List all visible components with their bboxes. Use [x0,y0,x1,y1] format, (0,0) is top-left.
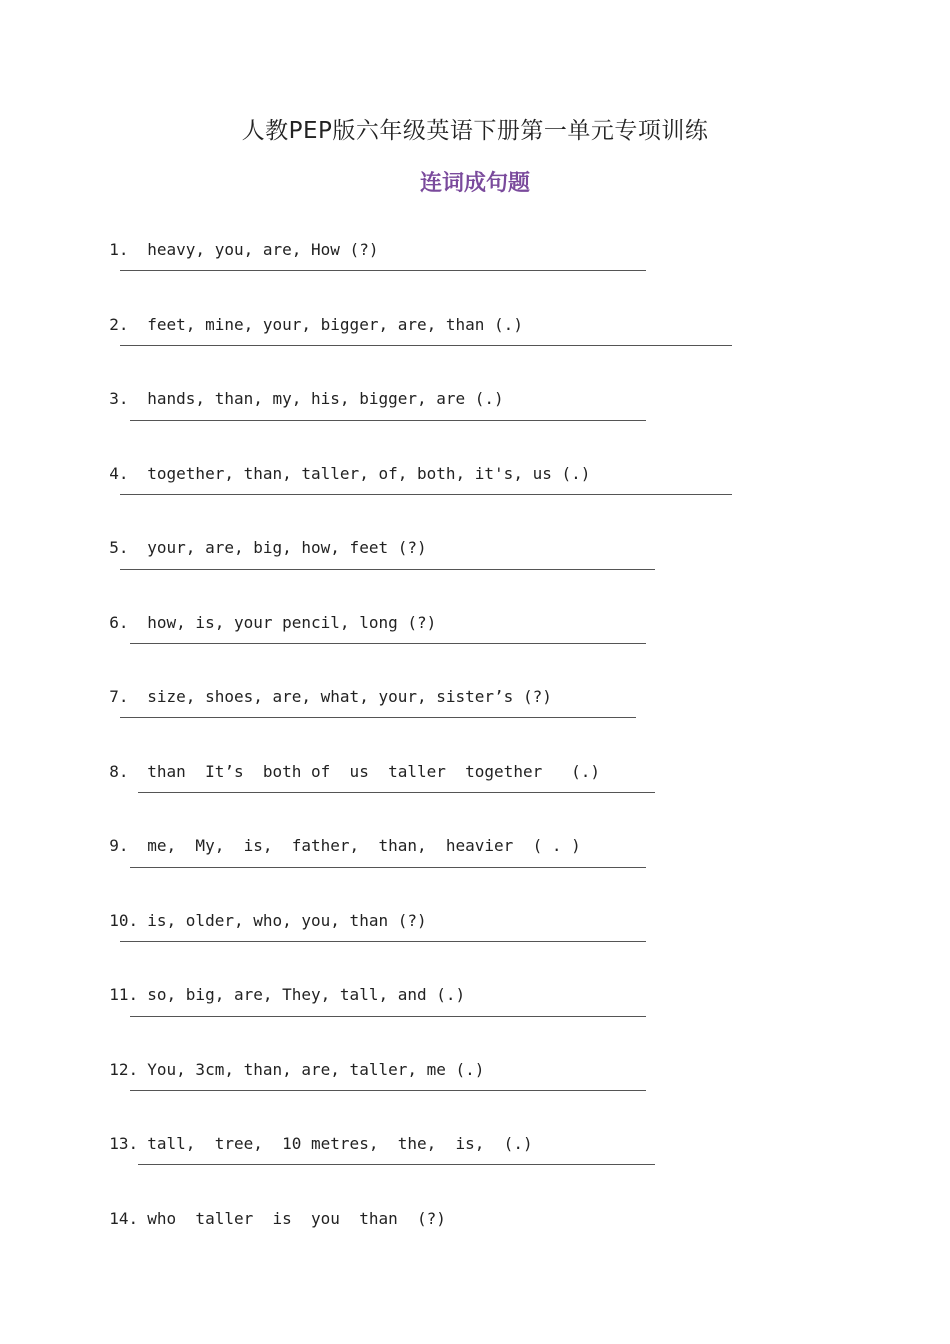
answer-line[interactable] [120,345,732,346]
question-item [90,587,437,632]
question-number: 9. [109,836,129,855]
question-item [90,1034,485,1079]
question-number: 13. [109,1134,139,1153]
question-item [90,810,581,855]
question-item [90,438,591,483]
question-words: is, older, who, you, than (?) [147,911,427,930]
question-words: me, My, is, father, than, heavier ( . ) [147,836,581,855]
answer-line[interactable] [120,717,636,718]
question-words: You, 3cm, than, are, taller, me (.) [147,1060,485,1079]
question-words: together, than, taller, of, both, it's, us (.) [147,464,591,483]
answer-line[interactable] [130,1016,646,1017]
page-title: 人教PEP版六年级英语下册第一单元专项训练 [241,118,709,144]
question-item [90,736,601,781]
question-number: 5. [109,538,129,557]
question-words: feet, mine, your, bigger, are, than (.) [147,315,523,334]
question-words: your, are, big, how, feet (?) [147,538,427,557]
answer-line[interactable] [120,270,646,271]
answer-line[interactable] [130,420,646,421]
answer-line[interactable] [138,1164,655,1165]
question-words: hands, than, my, his, bigger, are (.) [147,389,504,408]
question-item [90,661,552,706]
answer-line[interactable] [120,941,646,942]
answer-line[interactable] [130,867,646,868]
question-number: 3. [109,389,129,408]
answer-line[interactable] [138,792,655,793]
question-words: heavy, you, are, How (?) [147,240,379,259]
section-title: 连词成句题 [419,171,530,196]
question-words: so, big, are, They, tall, and (.) [147,985,466,1004]
question-words: who taller is you than (?) [147,1209,446,1228]
question-number: 7. [109,687,129,706]
answer-line[interactable] [120,494,732,495]
question-number: 14. [109,1209,139,1228]
question-number: 10. [109,911,139,930]
question-number: 6. [109,613,129,632]
question-item [90,1108,533,1153]
question-item [90,1183,446,1228]
answer-line[interactable] [130,1090,646,1091]
question-number: 8. [109,762,129,781]
question-words: how, is, your pencil, long (?) [147,613,437,632]
question-number: 12. [109,1060,139,1079]
question-number: 1. [109,240,129,259]
question-item [90,289,523,334]
question-item [90,363,504,408]
question-item [90,512,427,557]
question-number: 11. [109,985,139,1004]
answer-line[interactable] [130,643,646,644]
question-words: size, shoes, are, what, your, sister’s (?) [147,687,552,706]
question-item [90,214,379,259]
question-number: 2. [109,315,129,334]
question-words: tall, tree, 10 metres, the, is, (.) [147,1134,533,1153]
question-item [90,885,427,930]
answer-line[interactable] [120,569,655,570]
question-number: 4. [109,464,129,483]
question-item [90,959,466,1004]
question-words: than It’s both of us taller together (.) [147,762,601,781]
